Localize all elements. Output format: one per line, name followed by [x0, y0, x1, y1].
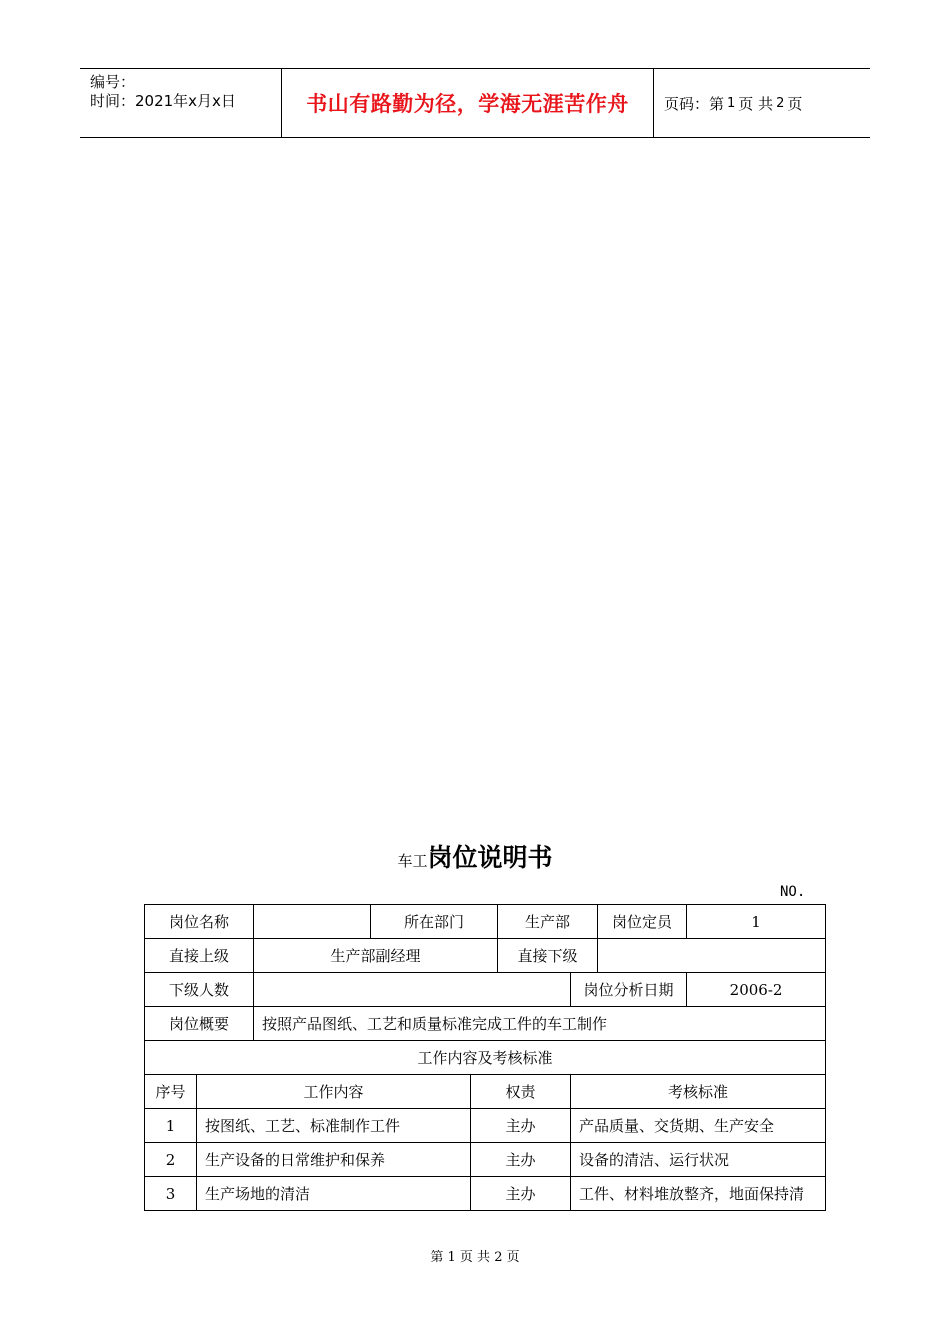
section-title: 工作内容及考核标准: [145, 1041, 826, 1075]
department-label: 所在部门: [371, 905, 498, 939]
task-seq: 3: [145, 1177, 197, 1211]
subordinate-value: [598, 939, 826, 973]
page-footer: 第 1 页 共 2 页: [430, 1250, 520, 1265]
superior-label: 直接上级: [145, 939, 254, 973]
table-row: [145, 1143, 826, 1177]
task-standard: 产品质量、交货期、生产安全: [571, 1109, 826, 1143]
task-seq: 1: [145, 1109, 197, 1143]
task-duty: 主办: [471, 1177, 571, 1211]
task-seq: 2: [145, 1143, 197, 1177]
column-header-standard: 考核标准: [571, 1075, 826, 1109]
title-prefix: 车工: [397, 852, 428, 870]
subordinate-count-label: 下级人数: [145, 973, 254, 1007]
department-value: 生产部: [498, 905, 598, 939]
column-header-content: 工作内容: [197, 1075, 471, 1109]
superior-value: 生产部副经理: [254, 939, 498, 973]
number-label: 编号：: [90, 73, 136, 91]
job-description-table: [144, 904, 826, 1211]
page-suffix: 页: [787, 94, 803, 113]
table-row: [145, 973, 826, 1007]
summary-value: 按照产品图纸、工艺和质量标准完成工件的车工制作: [254, 1007, 826, 1041]
staffing-label: 岗位定员: [598, 905, 687, 939]
table-row: [145, 1177, 826, 1211]
job-name-value: [254, 905, 371, 939]
page-header: [80, 68, 870, 138]
task-duty: 主办: [471, 1143, 571, 1177]
subordinate-label: 直接下级: [498, 939, 598, 973]
table-header-row: [145, 1075, 826, 1109]
table-row: [145, 1041, 826, 1075]
task-content: 生产场地的清洁: [197, 1177, 471, 1211]
document-number-label: NO.: [780, 884, 806, 900]
time-text: 时间：2021年x月x日: [90, 92, 236, 110]
staffing-value: 1: [687, 905, 826, 939]
job-name-label: 岗位名称: [145, 905, 254, 939]
column-header-duty: 权责: [471, 1075, 571, 1109]
page-total: 2: [776, 95, 785, 111]
task-duty: 主办: [471, 1109, 571, 1143]
header-page-info: [654, 69, 870, 137]
title-main: 岗位说明书: [427, 843, 553, 872]
table-row: [145, 905, 826, 939]
task-content: 生产设备的日常维护和保养: [197, 1143, 471, 1177]
analysis-date-value: 2006-2: [687, 973, 826, 1007]
summary-label: 岗位概要: [145, 1007, 254, 1041]
task-content: 按图纸、工艺、标准制作工件: [197, 1109, 471, 1143]
page-mid: 页 共: [738, 94, 774, 113]
column-header-seq: 序号: [145, 1075, 197, 1109]
table-row: [145, 1109, 826, 1143]
table-row: [145, 1007, 826, 1041]
subordinate-count-value: [254, 973, 571, 1007]
document-title: [0, 838, 950, 874]
page-prefix: 页码：第: [664, 94, 725, 113]
page-current: 1: [727, 95, 736, 111]
header-motto: 书山有路勤为径，学海无涯苦作舟: [282, 69, 654, 137]
task-standard: 工件、材料堆放整齐，地面保持清: [571, 1177, 826, 1211]
header-meta: [80, 69, 282, 137]
table-row: [145, 939, 826, 973]
task-standard: 设备的清洁、运行状况: [571, 1143, 826, 1177]
analysis-date-label: 岗位分析日期: [571, 973, 687, 1007]
